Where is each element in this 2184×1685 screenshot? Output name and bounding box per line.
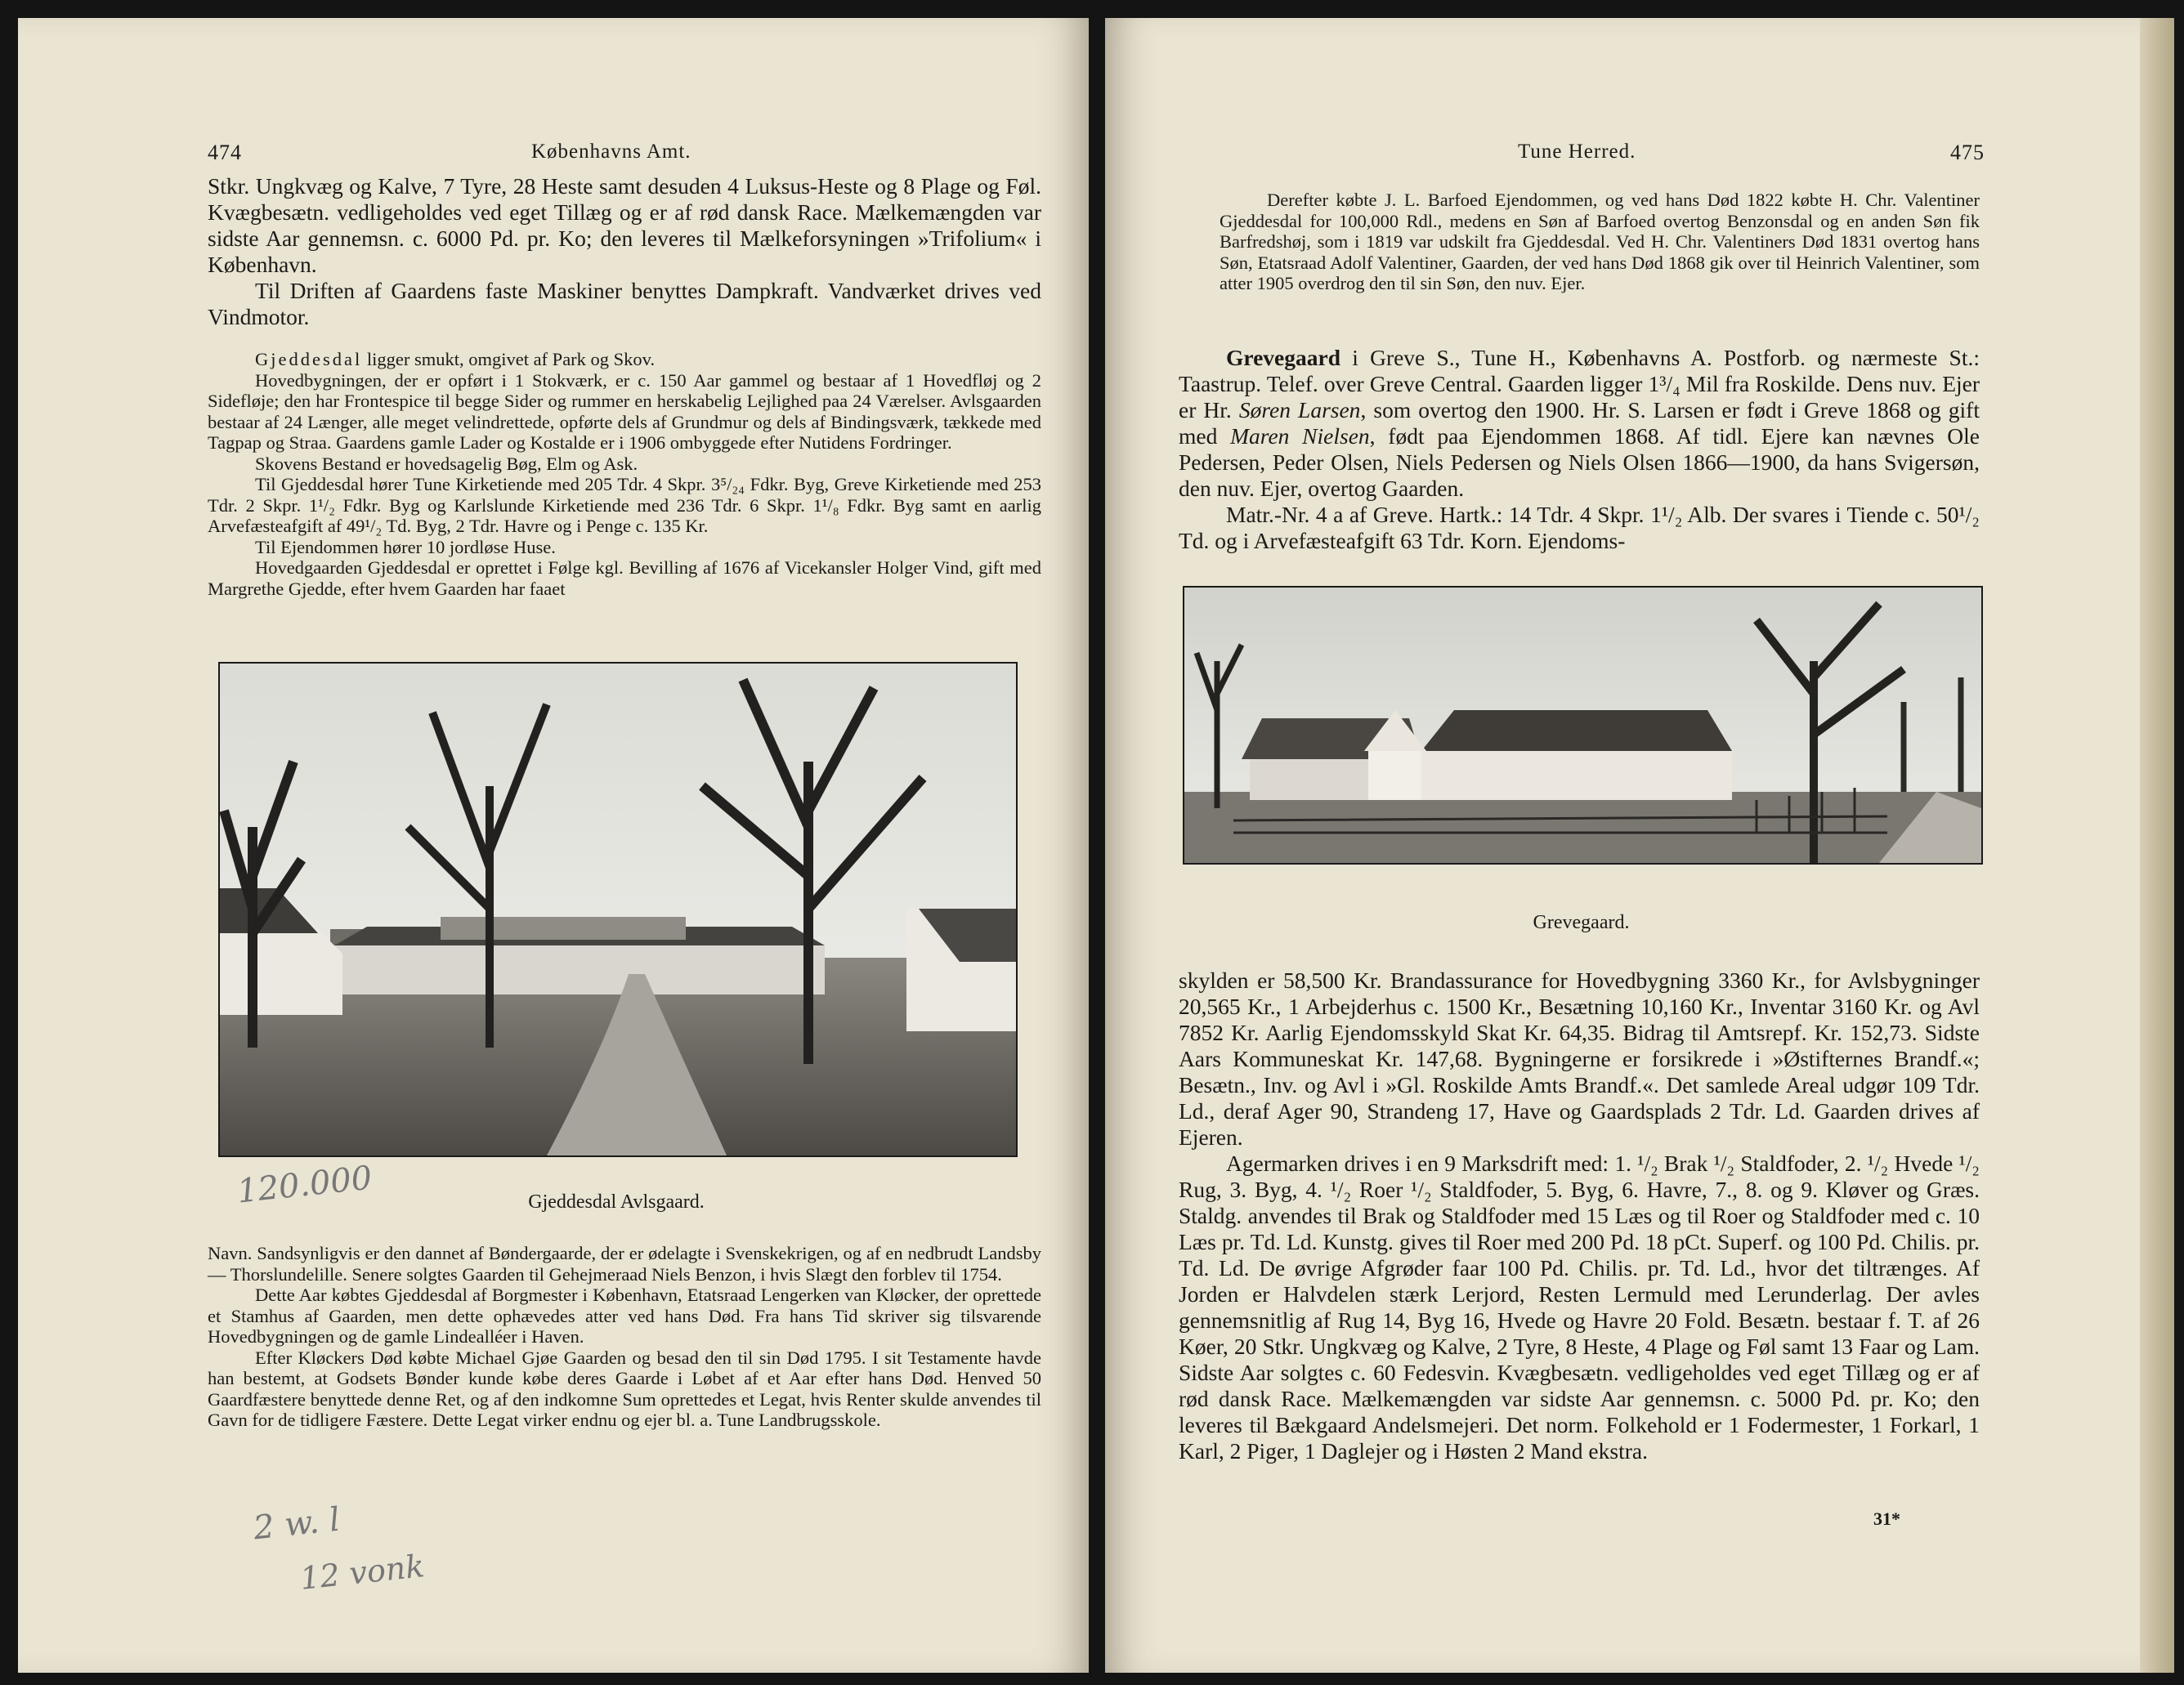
paragraph: Grevegaard i Greve S., Tune H., Københavns A. Postforb. og nærmeste St.: Taastrup. Telef. over Greve Central. Gaarden ligger 1³/₄ Mil fra Roskilde. Dens nuv. Ejer er Hr. Søren Larsen, som overtog den 1900. Hr. S. Larsen er født i Greve 1868 og gift med Maren Nielsen, født paa Ejendommen 1868. Af tidl. Ejere kan nævnes Ole Pedersen, Peder Olsen, Niels Pedersen og Niels Olsen 1866—1900, da hans Svigersøn, den nuv. Ejer, overtog Gaarden. — [1179, 345, 1980, 501]
photo-caption: Grevegaard. — [1533, 912, 1630, 933]
paragraph: Navn. Sandsynligvis er den dannet af Bøndergaarde, der er ødelagte i Svenskekrigen, og af en nedbrudt Landsby — Thorslundelille. Senere solgtes Gaarden til Gehejmeraad Niels Benzon, i hvis Slægt den forblev til 1754. — [208, 1243, 1041, 1285]
place-name: Gjeddesdal — [255, 349, 363, 369]
page-number: 475 — [1950, 141, 1985, 164]
paragraph: Til Gjeddesdal hører Tune Kirketiende med 205 Tdr. 4 Skpr. 3⁵/₂₄ Fdkr. Byg, Greve Kirketiende med 253 Tdr. 2 Skpr. 1¹/₂ Fdkr. Byg og Karlslunde Kirketiende med 236 Tdr. 6 Skpr. 1¹/₈ Fdkr. Byg samt en aarlig Arvefæsteafgift af 49¹/₂ Td. Byg, 2 Tdr. Havre og i Penge c. 135 Kr. — [208, 474, 1041, 536]
entry-title: Grevegaard — [1226, 345, 1341, 370]
right-page — [1105, 18, 2174, 1673]
photo-caption: Gjeddesdal Avlsgaard. — [528, 1191, 705, 1213]
text-block-intro — [208, 173, 1041, 330]
paragraph: Gjeddesdal ligger smukt, omgivet af Park og Skov. — [255, 349, 656, 369]
text-block-grevegaard — [1179, 345, 1980, 554]
running-head: Københavns Amt. — [531, 141, 691, 163]
running-head: Tune Herred. — [1518, 141, 1636, 163]
signature-mark: 31* — [1873, 1508, 1900, 1529]
owner-name: Søren Larsen — [1238, 397, 1361, 422]
paragraph: Matr.-Nr. 4 a af Greve. Hartk.: 14 Tdr. 4 Skpr. 1¹/₂ Alb. Der svares i Tiende c. 50¹/₂ Td. og i Arvefæsteafgift 63 Tdr. Korn. Ejendoms- — [1179, 502, 1980, 553]
text-block-history — [208, 1243, 1041, 1431]
page-edge — [2140, 18, 2174, 1673]
photo-gjeddesdal-avlsgaard — [218, 662, 1018, 1157]
paragraph: Stkr. Ungkvæg og Kalve, 7 Tyre, 28 Heste samt desuden 4 Luksus-Heste og 8 Plage og Føl. Kvægbesætn. vedligeholdes ved eget Tillæg og er af rød dansk Race. Mælkemængden var sidste Aar gennemsn. c. 6000 Pd. pr. Ko; den leveres til Mælkeforsyningen »Trifolium« i København. — [208, 173, 1041, 277]
paragraph: Hovedbygningen, der er opført i 1 Stokværk, er c. 150 Aar gammel og bestaar af 1 Hovedfløj og 2 Sidefløje; den har Frontespice til begge Sider og rummer en herskabelig Lejlighed paa 24 Værelser. Avlsgaarden bestaar af 24 Længer, alle meget velindrettede, opførte dels af Grundmur og dels af Bindingsværk, tækkede med Tagpap og Straa. Gaardens gamle Lader og Kostalde er i 1906 ombyggede efter Nutidens Fordringer. — [208, 369, 1041, 453]
paragraph: Efter Kløckers Død købte Michael Gjøe Gaarden og besad den til sin Død 1795. I sit Testamente havde han bestemt, at Godsets Bønder kunde købe deres Gaarde i Løbet af et Aar efter hans Død. Henved 50 Gaardfæstere benyttede denne Ret, og af den indkomne Sum oprettedes et Legat, hvis Renter skulde anvendes til Gavn for de tidligere Fæstere. Dette Legat virker endnu og ejer bl. a. Tune Landbrugsskole. — [208, 1347, 1041, 1430]
left-page — [18, 18, 1089, 1673]
pencil-note: 120.000 — [235, 1159, 374, 1211]
paragraph: Agermarken drives i en 9 Marksdrift med: 1. ¹/₂ Brak ¹/₂ Staldfoder, 2. ¹/₂ Hvede ¹/₂ Rug, 3. Byg, 4. ¹/₂ Roer ¹/₂ Staldfoder, 5. Byg, 6. Havre, 7., 8. og 9. Kløver og Græs. Staldg. anvendes til Brak og Staldfoder med 15 Læs og til Roer og Staldfoder med c. 10 Læs pr. Td. Ld. Kunstg. gives til Roer med 200 Pd. 18 pCt. Superf. og 100 Pd. Chilis. pr. Td. Ld. De øvrige Afgrøder faar 100 Pd. Chilis. pr. Td. Ld., hvor det tiltrænges. Af Jorden er Halvdelen stærk Lerjord, Resten Lermuld med Lerunderlag. Der avles gennemsnitlig af Rug 14, Byg 16, Hvede og Havre 20 Fold. Besætn. bestaar f. T. af 26 Køer, 20 Stkr. Ungkvæg og Kalve, 2 Tyre, 8 Heste, 4 Plage og Føl samt 13 Faar og Lam. Sidste Aar solgtes c. 60 Fedesvin. Kvægbesætn. vedligeholdes ved eget Tillæg og er af rød dansk Race. Mælkemængden var sidste Aar gennemsn. c. 5000 Pd. pr. Ko; den leveres til Bækgaard Andelsmejeri. Det norm. Folkehold er 1 Fodermester, 1 Forkarl, 1 Karl, 2 Piger, 1 Daglejer og i Høsten 2 Mand ekstra. — [1179, 1151, 1980, 1464]
paragraph: Til Ejendommen hører 10 jordløse Huse. — [255, 536, 556, 557]
text-block-gjeddesdal — [208, 349, 1041, 599]
paragraph: Derefter købte J. L. Barfoed Ejendommen, og ved hans Død 1822 købte H. Chr. Valentiner Gjeddesdal for 100,000 Rdl., medens en Søn af Barfoed overtog Benzonsdal og en anden Søn fik Barfredshøj, som i 1819 var udskilt fra Gjeddesdal. Ved H. Chr. Valentiners Død 1831 overtog hans Søn, Etatsraad Adolf Valentiner, Gaarden, der ved hans Død 1868 gik over til Heinrich Valentiner, som atter 1905 overdrog den til sin Søn, den nuv. Ejer. — [1220, 190, 1980, 293]
paragraph: Til Driften af Gaardens faste Maskiner benyttes Dampkraft. Vandværket drives ved Vindmotor. — [208, 278, 1041, 329]
pencil-note: 12 vonk — [298, 1548, 427, 1597]
pencil-note: 2 w. l — [251, 1500, 342, 1548]
text-block-gjeddesdal-cont — [1220, 190, 1980, 294]
wife-name: Maren Nielsen — [1230, 423, 1370, 449]
photo-grevegaard — [1183, 586, 1983, 865]
paragraph: Dette Aar købtes Gjeddesdal af Borgmester i København, Etatsraad Lengerken van Kløcker, der oprettede et Stamhus af Gaarden, men dette ophævedes atter ved hans Død. Fra hans Tid skriver sig tilsvarende Hovedbygningen og de gamle Lindealléer i Haven. — [208, 1285, 1041, 1347]
paragraph: skylden er 58,500 Kr. Brandassurance for Hovedbygning 3360 Kr., for Avlsbygninger 20,565 Kr., 1 Arbejderhus c. 1500 Kr., Besætning 10,160 Kr., Inventar 3160 Kr. og Avl 7852 Kr. Aarlig Ejendomsskyld Skat Kr. 64,35. Bidrag til Amtsrepf. Kr. 152,73. Sidste Aars Kommuneskat Kr. 147,68. Bygningerne er forsikrede i »Østifternes Brandf.«; Besætn., Inv. og Avl i »Gl. Roskilde Amts Brandf.«. Det samlede Areal udgør 109 Tdr. Ld., deraf Ager 90, Strandeng 17, Have og Gaardsplads 2 Tdr. Ld. Gaarden drives af Ejeren. — [1179, 968, 1980, 1150]
paragraph: Skovens Bestand er hovedsagelig Bøg, Elm og Ask. — [255, 453, 638, 474]
page-number: 474 — [208, 141, 242, 164]
paragraph: Hovedgaarden Gjeddesdal er oprettet i Følge kgl. Bevilling af 1676 af Vicekansler Holger Vind, gift med Margrethe Gjedde, efter hvem Gaarden har faaet — [208, 557, 1041, 599]
text-block-grevegaard-cont — [1179, 968, 1980, 1464]
